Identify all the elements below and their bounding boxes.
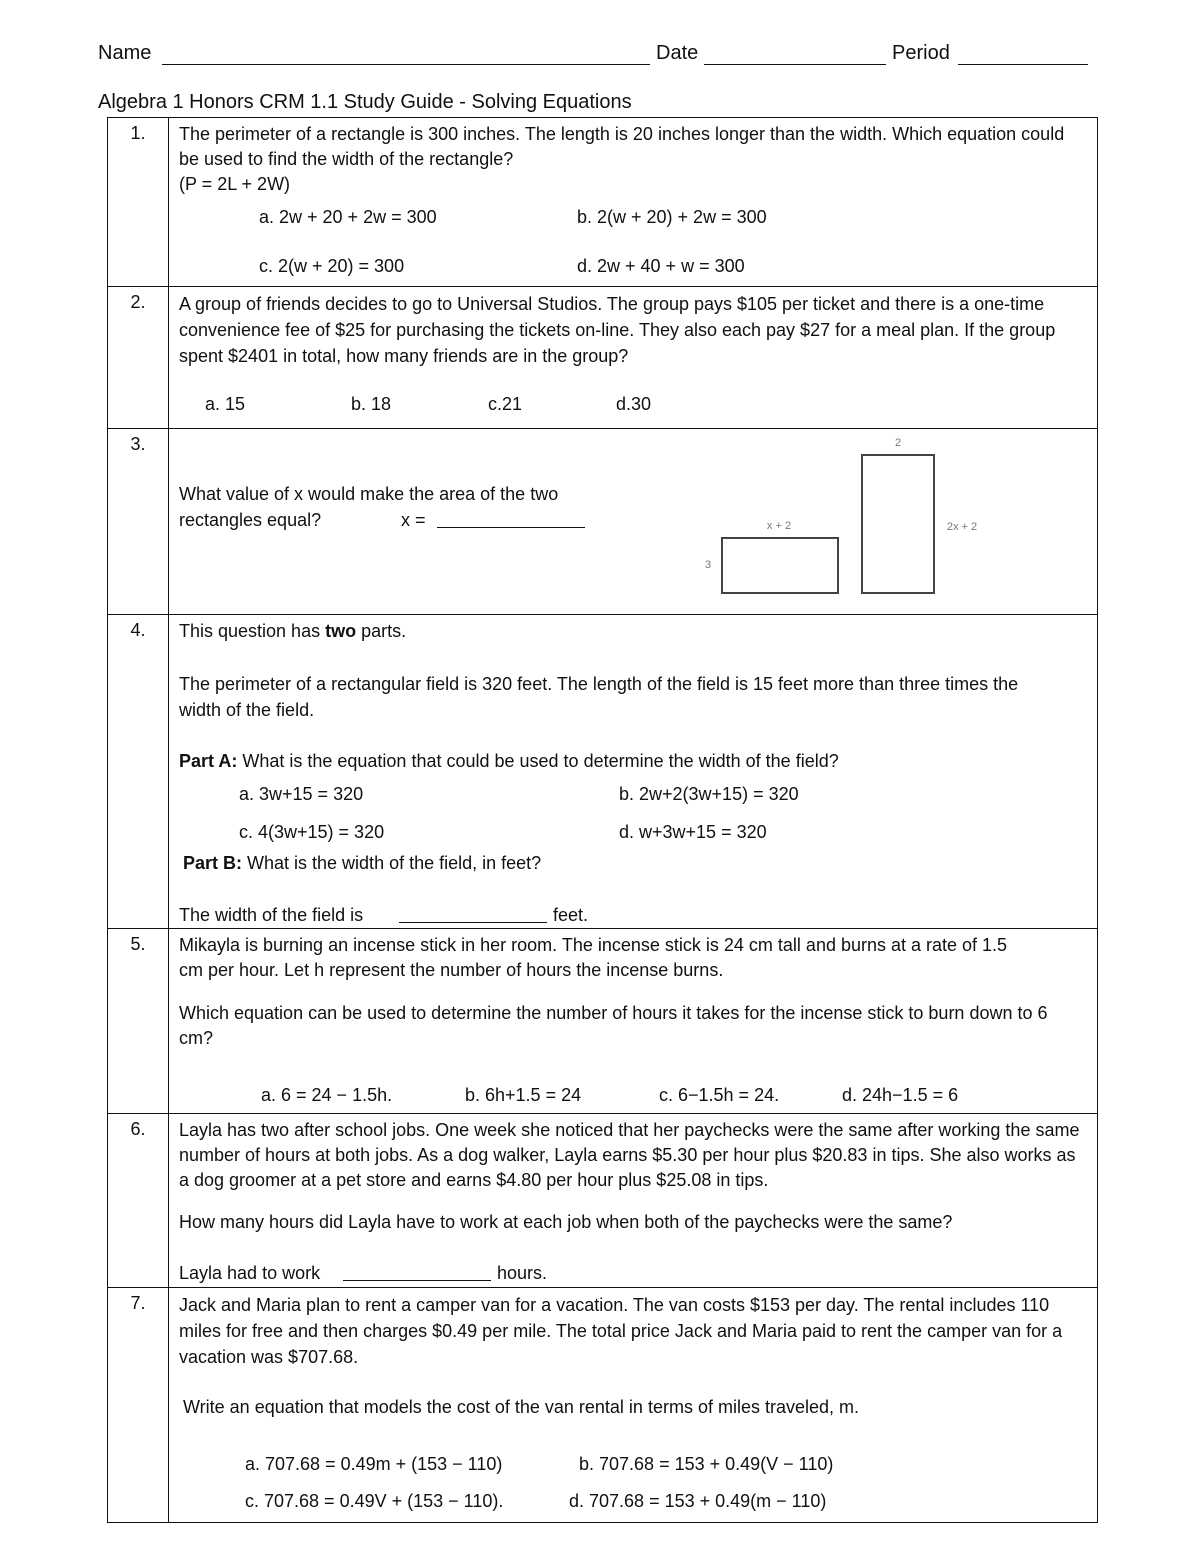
part-b-label: Part B: [183, 853, 243, 873]
question-text: The perimeter of a rectangle is 300 inches. The length is 20 inches longer than the width. Which equation could be used to find the width of the rectangle? [179, 124, 1065, 169]
question-text: What value of x would make the area of the two [179, 484, 559, 504]
choice-c[interactable]: c. 6−1.5h = 24. [659, 1085, 780, 1105]
parts-intro [179, 619, 406, 644]
question-body [169, 118, 1098, 287]
choice-c[interactable]: c. 2(w + 20) = 300 [259, 256, 405, 276]
question-row-4 [108, 615, 1098, 929]
choice-d[interactable]: d. w+3w+15 = 320 [619, 822, 767, 842]
question-row-3 [108, 429, 1098, 615]
perimeter-formula: (P = 2L + 2W) [179, 174, 291, 194]
question-text: Layla has two after school jobs. One week she noticed that her paychecks were the same after working the same number of hours at both jobs. As a dog walker, Layla earns $5.30 per hour plus $20.83 in tips. She also works as a dog groomer at a pet store and earns $4.80 per hour plus $25.08 in tips. [179, 1120, 1080, 1190]
question-body [169, 615, 1098, 929]
question-text-2: Write an equation that models the cost of the van rental in terms of miles traveled, m. [183, 1397, 859, 1417]
x-answer-blank[interactable] [437, 509, 585, 528]
question-number: 5. [108, 929, 169, 1114]
question-text: A group of friends decides to go to Universal Studios. The group pays $105 per ticket and there is a one-time convenience fee of $25 for purchasing the tickets on-line. They also each pay $27 for a meal plan. If the group spent $2401 in total, how many friends are in the group? [179, 294, 1056, 366]
question-row-6 [108, 1114, 1098, 1288]
question-number: 1. [108, 118, 169, 287]
tall-rectangle [862, 455, 934, 593]
part-a-text: What is the equation that could be used to determine the width of the field? [237, 751, 839, 771]
answer-unit: hours. [497, 1263, 548, 1283]
question-body [169, 1114, 1098, 1288]
choice-a[interactable]: a. 707.68 = 0.49m + (153 − 110) [245, 1454, 503, 1474]
tall-width-label: 2 [894, 437, 902, 449]
question-text-2: Which equation can be used to determine the number of hours it takes for the incense stick to burn down to 6 cm? [179, 1003, 1048, 1048]
rectangles-figure [689, 431, 989, 611]
period-label: Period [892, 42, 950, 64]
choice-b[interactable]: b. 6h+1.5 = 24 [465, 1085, 582, 1105]
question-text: Mikayla is burning an incense stick in her room. The incense stick is 24 cm tall and burns at a rate of 1.5 cm per hour. Let h represent the number of hours the incense burns. [179, 935, 1008, 980]
answer-prompt: The width of the field is [179, 905, 364, 925]
name-field[interactable] [162, 64, 650, 65]
question-text: Jack and Maria plan to rent a camper van for a vacation. The van costs $153 per day. The rental includes 110 miles for free and then charges $0.49 per mile. The total price Jack and Maria paid to rent the camper van for a vacation was $707.68. [179, 1295, 1063, 1367]
question-body [169, 929, 1098, 1114]
small-width-label: x + 2 [766, 520, 792, 532]
choice-b[interactable]: b. 707.68 = 153 + 0.49(V − 110) [579, 1454, 834, 1474]
intro-bold: two [325, 621, 357, 641]
page-title: Algebra 1 Honors CRM 1.1 Study Guide - Solving Equations [98, 91, 632, 113]
choice-b[interactable]: b. 18 [351, 394, 392, 414]
hours-answer-blank[interactable] [343, 1262, 491, 1281]
date-field[interactable] [704, 64, 886, 65]
small-rectangle [722, 538, 838, 593]
question-table [107, 117, 1098, 1523]
choice-c[interactable]: c. 4(3w+15) = 320 [239, 822, 385, 842]
choice-d[interactable]: d.30 [616, 394, 652, 414]
choice-d[interactable]: d. 24h−1.5 = 6 [842, 1085, 959, 1105]
question-number: 6. [108, 1114, 169, 1288]
question-number: 4. [108, 615, 169, 929]
question-body [169, 287, 1098, 429]
small-height-label: 3 [704, 559, 712, 571]
choice-b[interactable]: b. 2w+2(3w+15) = 320 [619, 784, 799, 804]
question-row-7 [108, 1288, 1098, 1523]
date-label: Date [656, 42, 699, 64]
answer-prompt: Layla had to work [179, 1263, 321, 1283]
question-text-2: rectangles equal? [179, 510, 322, 530]
choice-a[interactable]: a. 3w+15 = 320 [239, 784, 364, 804]
width-answer-blank[interactable] [399, 904, 547, 923]
choice-b[interactable]: b. 2(w + 20) + 2w = 300 [577, 207, 767, 227]
question-body [169, 429, 1098, 615]
question-body [169, 1288, 1098, 1523]
choice-a[interactable]: a. 6 = 24 − 1.5h. [261, 1085, 393, 1105]
choice-a[interactable]: a. 15 [205, 394, 246, 414]
choice-a[interactable]: a. 2w + 20 + 2w = 300 [259, 207, 437, 227]
question-number: 3. [108, 429, 169, 615]
answer-unit: feet. [553, 905, 589, 925]
tall-height-label: 2x + 2 [946, 521, 978, 533]
question-text: The perimeter of a rectangular field is 320 feet. The length of the field is 15 feet more than three times the width of the field. [179, 674, 1019, 720]
period-field[interactable] [958, 64, 1088, 65]
part-b-prompt [183, 851, 541, 876]
question-row-5 [108, 929, 1098, 1114]
question-text-2: How many hours did Layla have to work at each job when both of the paychecks were the same? [179, 1212, 953, 1232]
intro-text-end: parts. [356, 621, 407, 641]
question-number: 7. [108, 1288, 169, 1523]
choice-d[interactable]: d. 707.68 = 153 + 0.49(m − 110) [569, 1491, 827, 1511]
question-row-2 [108, 287, 1098, 429]
x-label: x = [401, 510, 426, 530]
part-a-label: Part A: [179, 751, 238, 771]
choice-c[interactable]: c. 707.68 = 0.49V + (153 − 110). [245, 1491, 504, 1511]
part-b-text: What is the width of the field, in feet? [242, 853, 542, 873]
name-label: Name [98, 42, 152, 64]
choice-c[interactable]: c.21 [488, 394, 523, 414]
choice-d[interactable]: d. 2w + 40 + w = 300 [577, 256, 745, 276]
question-row-1 [108, 118, 1098, 287]
intro-text: This question has [179, 621, 326, 641]
part-a-prompt [179, 749, 839, 774]
question-number: 2. [108, 287, 169, 429]
